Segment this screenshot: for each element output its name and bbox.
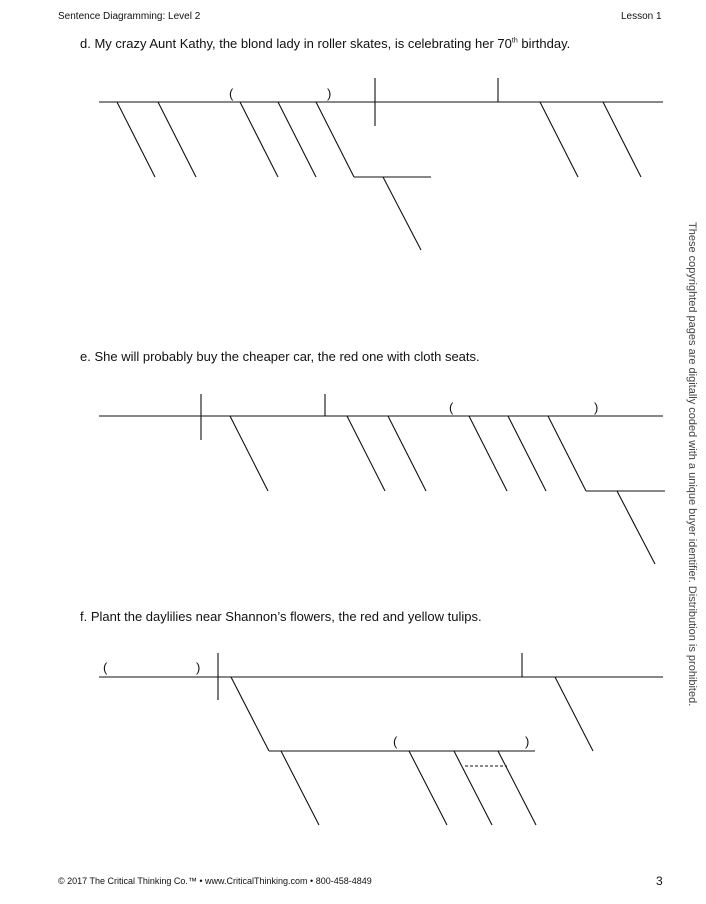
diagram-f-close-paren-1: ) [196,660,201,675]
diagram-e-close-paren: ) [594,400,599,415]
diagram-f-open-paren-2: ( [393,734,398,749]
sentence-d-sup: th [511,37,518,45]
sentence-e-label: e. [80,349,91,364]
sentence-d-text: My crazy Aunt Kathy, the blond lady in roller skates, is celebrating her 70 [94,36,512,51]
copyright-notice: These copyrighted pages are digitally coded with a unique buyer identifier. Distribution is prohibited. [686,222,698,707]
diagram-f-open-paren-1: ( [103,660,108,675]
diagram-f-close-paren-2: ) [525,734,530,749]
sentence-d-text-end: birthday. [517,36,571,51]
sentence-f-label: f. [80,609,88,624]
diagram-d-open-paren: ( [229,86,234,101]
sentence-f-text: Plant the daylilies near Shannon’s flowers, the red and yellow tulips. [90,609,482,624]
diagram-d-close-paren: ) [327,86,332,101]
sentence-d-label: d. [80,36,91,51]
diagram-e-open-paren: ( [449,400,454,415]
header-lesson: Lesson 1 [621,11,662,22]
header-title: Sentence Diagramming: Level 2 [58,11,201,22]
footer-copyright: © 2017 The Critical Thinking Co.™ • www.CriticalThinking.com • 800-458-4849 [58,876,372,886]
sentence-e-text: She will probably buy the cheaper car, the red one with cloth seats. [94,349,480,364]
page-number: 3 [656,874,663,888]
